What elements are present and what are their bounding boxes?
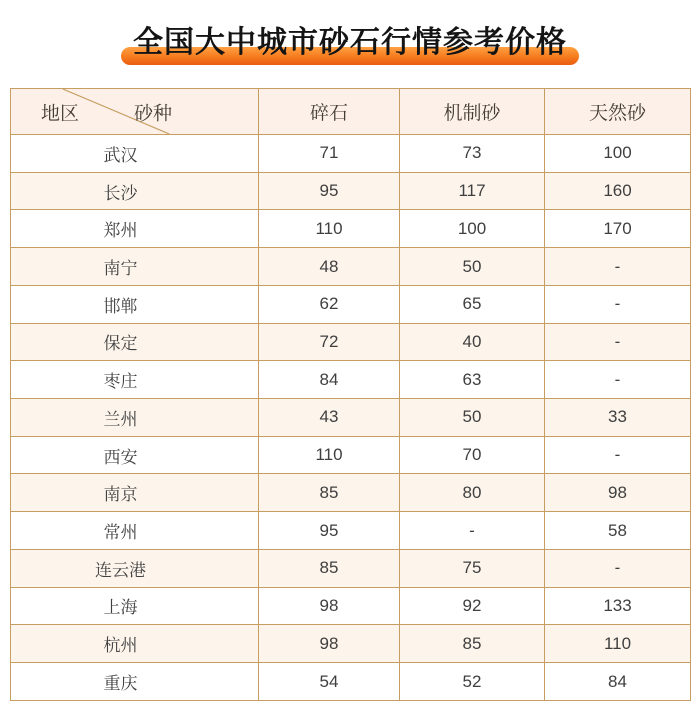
city-cell: 长沙 [11, 172, 259, 210]
table-row [11, 663, 691, 701]
price-cell-natural: - [545, 549, 691, 587]
table-row [11, 135, 691, 173]
col-header-machine-made-sand: 机制砂 [400, 89, 545, 135]
price-cell-crushed: 110 [259, 210, 400, 248]
col-header-crushed-stone: 碎石 [259, 89, 400, 135]
price-cell-natural: 98 [545, 474, 691, 512]
city-cell: 杭州 [11, 625, 259, 663]
price-cell-machine: 50 [400, 248, 545, 286]
price-cell-crushed: 71 [259, 135, 400, 173]
price-cell-machine: 100 [400, 210, 545, 248]
price-cell-natural: 133 [545, 587, 691, 625]
page-header [0, 0, 700, 70]
price-cell-crushed: 85 [259, 474, 400, 512]
header-row [11, 89, 691, 135]
city-cell: 武汉 [11, 135, 259, 173]
city-cell: 重庆 [11, 663, 259, 701]
price-cell-crushed: 85 [259, 549, 400, 587]
city-cell: 连云港 [11, 549, 259, 587]
city-cell: 郑州 [11, 210, 259, 248]
city-cell: 兰州 [11, 399, 259, 437]
price-cell-machine: 63 [400, 361, 545, 399]
price-cell-machine: 75 [400, 549, 545, 587]
price-cell-natural: 160 [545, 172, 691, 210]
price-cell-crushed: 95 [259, 512, 400, 550]
price-cell-machine: 50 [400, 399, 545, 437]
price-cell-natural: 58 [545, 512, 691, 550]
col-header-natural-sand: 天然砂 [545, 89, 691, 135]
price-cell-machine: 92 [400, 587, 545, 625]
price-cell-natural: - [545, 323, 691, 361]
price-cell-machine: 80 [400, 474, 545, 512]
table-row [11, 323, 691, 361]
table-row [11, 587, 691, 625]
city-cell: 枣庄 [11, 361, 259, 399]
city-cell: 保定 [11, 323, 259, 361]
price-cell-machine: 117 [400, 172, 545, 210]
corner-cell [11, 89, 259, 135]
price-table [10, 88, 691, 701]
price-cell-crushed: 54 [259, 663, 400, 701]
price-cell-crushed: 98 [259, 587, 400, 625]
price-cell-machine: 85 [400, 625, 545, 663]
price-cell-natural: 84 [545, 663, 691, 701]
table-row [11, 248, 691, 286]
price-cell-crushed: 84 [259, 361, 400, 399]
city-cell: 西安 [11, 436, 259, 474]
price-cell-natural: 110 [545, 625, 691, 663]
price-cell-natural: - [545, 248, 691, 286]
price-cell-crushed: 48 [259, 248, 400, 286]
corner-region-label: 地区 [41, 103, 80, 124]
price-cell-machine: - [400, 512, 545, 550]
price-cell-crushed: 62 [259, 285, 400, 323]
price-cell-natural: 170 [545, 210, 691, 248]
price-cell-natural: - [545, 361, 691, 399]
price-cell-crushed: 110 [259, 436, 400, 474]
table-row [11, 549, 691, 587]
table-row [11, 285, 691, 323]
city-cell: 上海 [11, 587, 259, 625]
price-cell-machine: 73 [400, 135, 545, 173]
price-cell-crushed: 95 [259, 172, 400, 210]
city-cell: 常州 [11, 512, 259, 550]
price-cell-natural: 100 [545, 135, 691, 173]
price-cell-crushed: 72 [259, 323, 400, 361]
price-cell-natural: 33 [545, 399, 691, 437]
price-cell-crushed: 98 [259, 625, 400, 663]
table-row [11, 172, 691, 210]
corner-sand-type-label: 砂种 [134, 103, 173, 124]
price-cell-machine: 65 [400, 285, 545, 323]
price-cell-machine: 52 [400, 663, 545, 701]
page-title [133, 24, 567, 62]
price-cell-machine: 40 [400, 323, 545, 361]
price-table-container [10, 88, 691, 701]
table-row [11, 210, 691, 248]
price-cell-crushed: 43 [259, 399, 400, 437]
city-cell: 邯郸 [11, 285, 259, 323]
city-cell: 南京 [11, 474, 259, 512]
table-row [11, 625, 691, 663]
table-row [11, 361, 691, 399]
price-cell-natural: - [545, 285, 691, 323]
table-row [11, 399, 691, 437]
price-cell-natural: - [545, 436, 691, 474]
table-row [11, 512, 691, 550]
table-row [11, 474, 691, 512]
city-cell: 南宁 [11, 248, 259, 286]
price-cell-machine: 70 [400, 436, 545, 474]
table-row [11, 436, 691, 474]
page-title-text: 全国大中城市砂石行情参考价格 [133, 26, 567, 59]
